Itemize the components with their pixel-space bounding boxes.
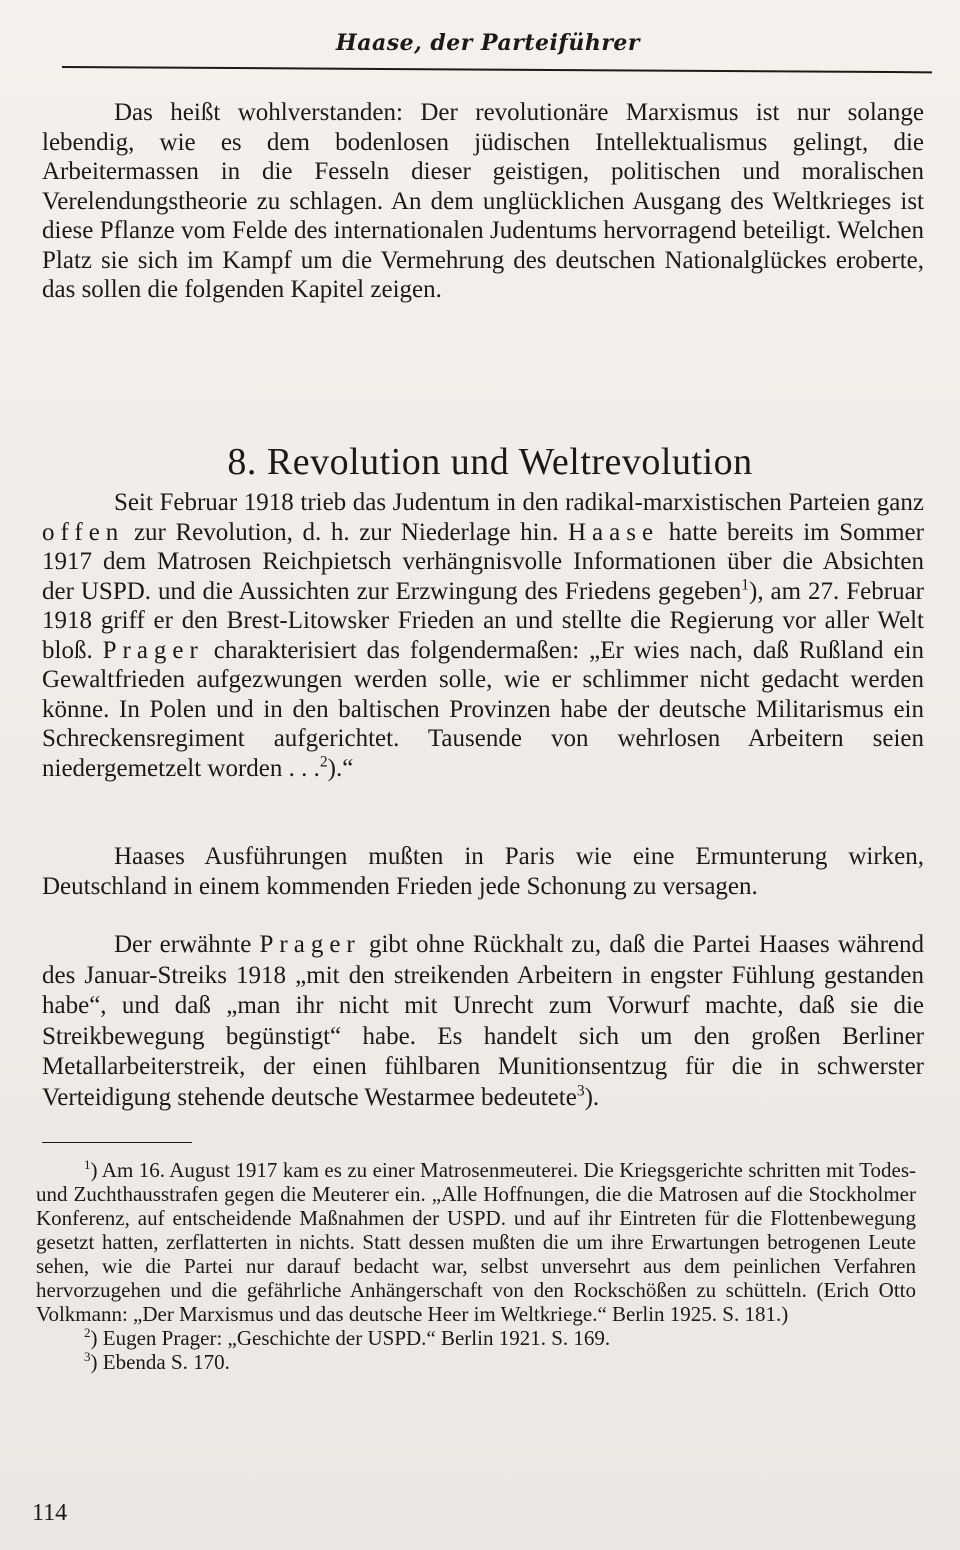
- emphasis-prager: Prager: [259, 931, 361, 958]
- footnote-marker: 1: [84, 1157, 91, 1172]
- footnote-1: [36, 1158, 916, 1326]
- emphasis-haase: Haase: [568, 518, 660, 546]
- paragraph-text: [42, 930, 924, 1113]
- footnotes: [36, 1158, 916, 1374]
- footnote-ref-1: 1: [741, 576, 750, 594]
- emphasis-offen: offen: [42, 518, 125, 546]
- footnote-ref-2: 2: [319, 753, 328, 771]
- paragraph-strike: [42, 930, 924, 1113]
- section-heading: 8. Revolution und Weltrevolution: [227, 440, 753, 483]
- paragraph-text: Haases Ausführungen mußten in Paris wie eine Ermunterung wirken, Deutschland in einem kommenden Frieden jede Schonung zu versagen.: [42, 843, 924, 900]
- footnote-marker: 2: [84, 1325, 91, 1340]
- paragraph-text: Das heißt wohlverstanden: Der revolutionäre Marxismus ist nur solange lebendig, wie es dem bodenlosen jüdischen Intellektualismus gelingt, die Arbeitermassen in die Fesseln dieser geistigen, politischen und moralischen Verelendungstheorie zu schlagen. An dem unglücklichen Ausgang des Weltkrieges ist diese Pflanze vom Felde des internationalen Judentums hervorragend beteiligt. Welchen Platz sie sich im Kampf um die Vermehrung des deutschen Nationalglückes eroberte, das sollen die folgenden Kapitel zeigen.: [42, 99, 924, 303]
- footnote-text: ) Am 16. August 1917 kam es zu einer Matrosenmeuterei. Die Kriegsgerichte schritten mit Todes- und Zuchthausstrafen gegen die Meuterer ein. „Alle Hoffnungen, die die Matrosen auf die Stockholmer Konferenz, auf entscheidende Maßnahmen der USPD. und auf ihr Eintreten für die Flottenbewegung gesetzt hatten, zerflatterten in nichts. Statt dessen mußten die um ihre Erwartungen betrogenen Leute sehen, wie die Partei nur darauf bedacht war, selbst unversehrt aus dem peinlichen Verfahren hervorzugehen und die gefährliche Anhängerschaft von den Rockschößen zu schütteln. (Erich Otto Volkmann: „Der Marxismus und das deutsche Heer im Weltkriege.“ Berlin 1925. S. 181.): [36, 1158, 916, 1326]
- running-title: Haase, der Parteiführer: [335, 30, 640, 56]
- text-run: ).“: [327, 754, 354, 782]
- text-run: charakterisiert das folgendermaßen: „Er wies nach, daß Rußland ein Gewaltfrieden aufgezwungen werden solle, wie er schlimmer nicht gedacht werden könne. In Polen und in den baltischen Provinzen habe der deutsche Militarismus ein Schreckensregiment aufgerichtet. Tausende von wehrlosen Arbeitern seien niedergemetzelt worden . . .: [42, 636, 924, 782]
- footnote-3: [36, 1350, 916, 1374]
- text-run: Seit Februar 1918 trieb das Judentum in den radikal-marxistischen Parteien ganz: [114, 489, 924, 516]
- footnote-marker: 3: [84, 1349, 91, 1364]
- text-run: hatte bereits im Sommer 1917 dem Matrosen Reichpietsch verhängnisvolle Informationen über die Absichten der USPD. und die Aussichten zur Erzwingung des Friedens gegeben: [42, 518, 924, 605]
- paragraph-revolution: [42, 488, 924, 783]
- footnote-2: [36, 1326, 916, 1350]
- text-run: zur Revolution, d. h. zur Niederlage hin.: [124, 518, 568, 546]
- footnote-text: ) Ebenda S. 170.: [90, 1350, 230, 1374]
- page-number: 114: [32, 1500, 68, 1526]
- footnote-rule: [42, 1142, 192, 1143]
- text-run: ), am 27. Februar 1918 griff er den Brest-Litowsker Frieden an und stellte die Regierung vor aller Welt bloß.: [42, 577, 924, 664]
- text-run: ).: [584, 1083, 600, 1111]
- footnote-ref-3: 3: [576, 1082, 585, 1100]
- header-rule: [62, 66, 932, 73]
- emphasis-prager: Prager: [102, 636, 204, 664]
- text-run: Der erwähnte: [114, 931, 260, 958]
- text-run: gibt ohne Rückhalt zu, daß die Partei Haases während des Januar-Streiks 1918 „mit den streikenden Arbeitern in engster Fühlung gestanden habe“, und daß „man ihr nicht mit Unrecht zum Vorwurf machte, daß sie die Streikbewegung begünstigt“ habe. Es handelt sich um den großen Berliner Metallarbeiterstreik, der einen fühlbaren Munitionsentzug für die in schwerster Verteidigung stehende deutsche Westarmee bedeutete: [42, 931, 924, 1111]
- footnote-text: ) Eugen Prager: „Geschichte der USPD.“ Berlin 1921. S. 169.: [90, 1326, 611, 1350]
- paragraph-text: [42, 488, 924, 783]
- paragraph-intro: [42, 98, 924, 305]
- paragraph-paris: [42, 842, 924, 901]
